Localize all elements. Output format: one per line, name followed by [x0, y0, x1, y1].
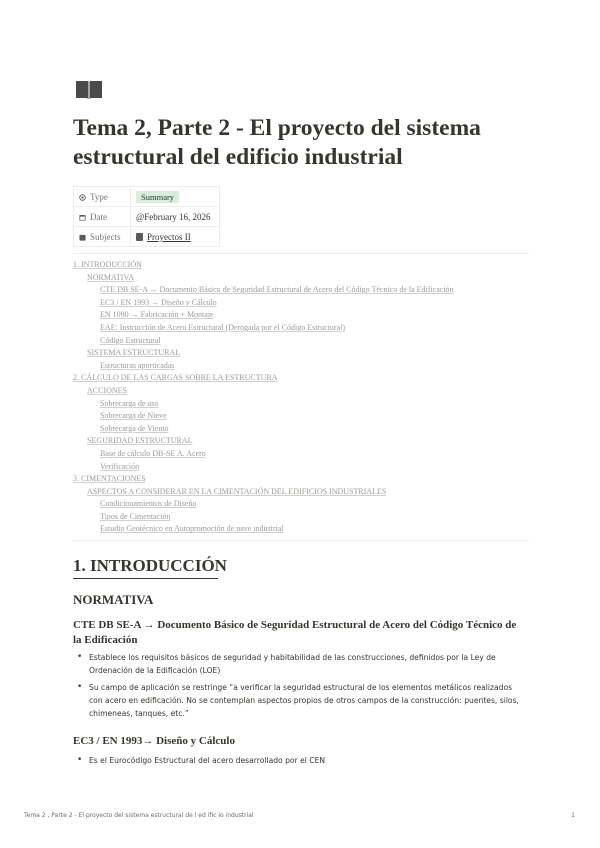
toc-item[interactable] [73, 498, 529, 511]
list-item: • Su campo de aplicación se restringe “a verificar la seguridad estructural de los elementos metálicos realizados con acero en edificación. No se contemplan aspectos propios de otros campos de la construcción: puentes, silos, chimeneas, tanques, etc.” [73, 681, 528, 720]
section-heading: 1. INTRODUCCIÓN [73, 556, 227, 575]
list-item: • Establece los requisitos básicos de seguridad y habitabilidad de las construcciones, definidos por la Ley de Ordenación de la Edificación (LOE) [73, 651, 528, 677]
toc-link[interactable]: Estudio Geotécnico en Autopromoción de nave industrial [100, 524, 284, 534]
toc-link[interactable]: NORMATIVA [87, 272, 134, 282]
target-icon [79, 194, 86, 201]
table-of-contents [73, 259, 529, 536]
footer-title: Tema 2 , Parte 2 - El proyecto del sistema estructural de l ed ific io industrial [24, 812, 254, 819]
property-value-subjects[interactable] [131, 227, 220, 247]
toc-link[interactable]: CTE DB SE-A → Documento Básico de Seguridad Estructural de Acero del Código Técnico de la Edificación [100, 285, 454, 295]
divider [73, 253, 529, 254]
toc-item[interactable] [73, 309, 529, 322]
toc-link[interactable]: Base de cálculo DB-SE A. Acero [100, 448, 206, 458]
cte-heading: CTE DB SE-A → Documento Básico de Seguridad Estructural de Acero del Código Técnico de la Edificación [73, 619, 517, 646]
toc-link[interactable]: Estructuras aporticadas [100, 360, 175, 370]
toc-link[interactable]: Verificación [100, 461, 140, 471]
relation-icon [79, 234, 86, 241]
property-key: Subjects [90, 231, 121, 242]
toc-link[interactable]: Sobrecarga de Viento [100, 423, 169, 433]
toc-item[interactable] [73, 347, 529, 360]
toc-link[interactable]: EC3 / EN 1993 → Diseño y Cálculo [100, 297, 217, 307]
ec3-bullet-list [73, 754, 528, 771]
subsection-heading: NORMATIVA [73, 592, 154, 607]
toc-link[interactable]: Sobrecarga de Nieve [100, 411, 167, 421]
toc-link[interactable]: SISTEMA ESTRUCTURAL [87, 348, 181, 358]
page-number: 1 [571, 812, 575, 819]
type-tag: Summary [136, 191, 179, 203]
toc-item[interactable] [73, 473, 529, 486]
toc-link[interactable]: EN 1090 → Fabricación + Montaje [100, 310, 214, 320]
toc-item[interactable] [73, 272, 529, 285]
toc-link[interactable]: Condicionamientos de Diseño [100, 499, 197, 509]
calendar-icon [79, 214, 86, 221]
list-item: • Es el Eurocódigo Estructural del acero desarrollado por el CEN [73, 754, 528, 767]
toc-item[interactable] [73, 360, 529, 373]
toc-item[interactable] [73, 284, 529, 297]
toc-link[interactable]: SEGURIDAD ESTRUCTURAL [87, 436, 193, 446]
toc-item[interactable] [73, 435, 529, 448]
toc-link[interactable]: ACCIONES [87, 385, 128, 395]
ec3-heading: EC3 / EN 1993→ Diseño y Cálculo [73, 735, 235, 747]
toc-link[interactable]: Tipos de Cimentación [100, 511, 171, 521]
toc-item[interactable] [73, 398, 529, 411]
date-value: @February 16, 2026 [136, 211, 211, 222]
toc-link[interactable]: 1. INTRODUCCIÓN [73, 260, 142, 269]
toc-item[interactable] [73, 486, 529, 499]
property-key: Type [90, 191, 108, 202]
toc-link[interactable]: EAE: Instrucción de Acero Estructural (Derogada por el Código Estructural) [100, 322, 346, 332]
toc-item[interactable] [73, 511, 529, 524]
toc-item[interactable] [73, 423, 529, 436]
property-value-type[interactable] [131, 187, 220, 207]
toc-item[interactable] [73, 385, 529, 398]
toc-link[interactable]: 2. CÁLCULO DE LAS CARGAS SOBRE LA ESTRUCTURA [73, 373, 278, 383]
toc-link[interactable]: ASPECTOS A CONSIDERAR EN LA CIMENTACIÓN DEL EDIFICIOS INDUSTRIALES [87, 486, 387, 496]
toc-item[interactable] [73, 322, 529, 335]
property-key: Date [90, 211, 107, 222]
toc-item[interactable] [73, 523, 529, 536]
property-row-date [74, 207, 220, 227]
divider [73, 540, 529, 541]
toc-item[interactable] [73, 335, 529, 348]
toc-link[interactable]: Sobrecarga de uso [100, 398, 159, 408]
toc-item[interactable] [73, 297, 529, 310]
toc-item[interactable] [73, 372, 529, 385]
page-link-icon [136, 233, 143, 241]
toc-link[interactable]: Código Estructural [100, 335, 161, 345]
toc-item[interactable] [73, 410, 529, 423]
property-row-type [74, 187, 220, 207]
book-icon [75, 79, 103, 101]
properties-table [73, 186, 220, 247]
toc-item[interactable] [73, 259, 529, 272]
page-footer [24, 812, 575, 819]
toc-item[interactable] [73, 461, 529, 474]
toc-item[interactable] [73, 448, 529, 461]
page-title: Tema 2, Parte 2 - El proyecto del sistema estructural del edificio industrial [73, 115, 481, 170]
heading-underline [73, 578, 218, 579]
toc-link[interactable]: 3. CIMENTACIONES [73, 474, 146, 484]
cte-bullet-list [73, 651, 528, 724]
property-row-subjects [74, 227, 220, 247]
subject-link[interactable]: Proyectos II [147, 231, 191, 242]
property-value-date[interactable] [131, 207, 220, 227]
